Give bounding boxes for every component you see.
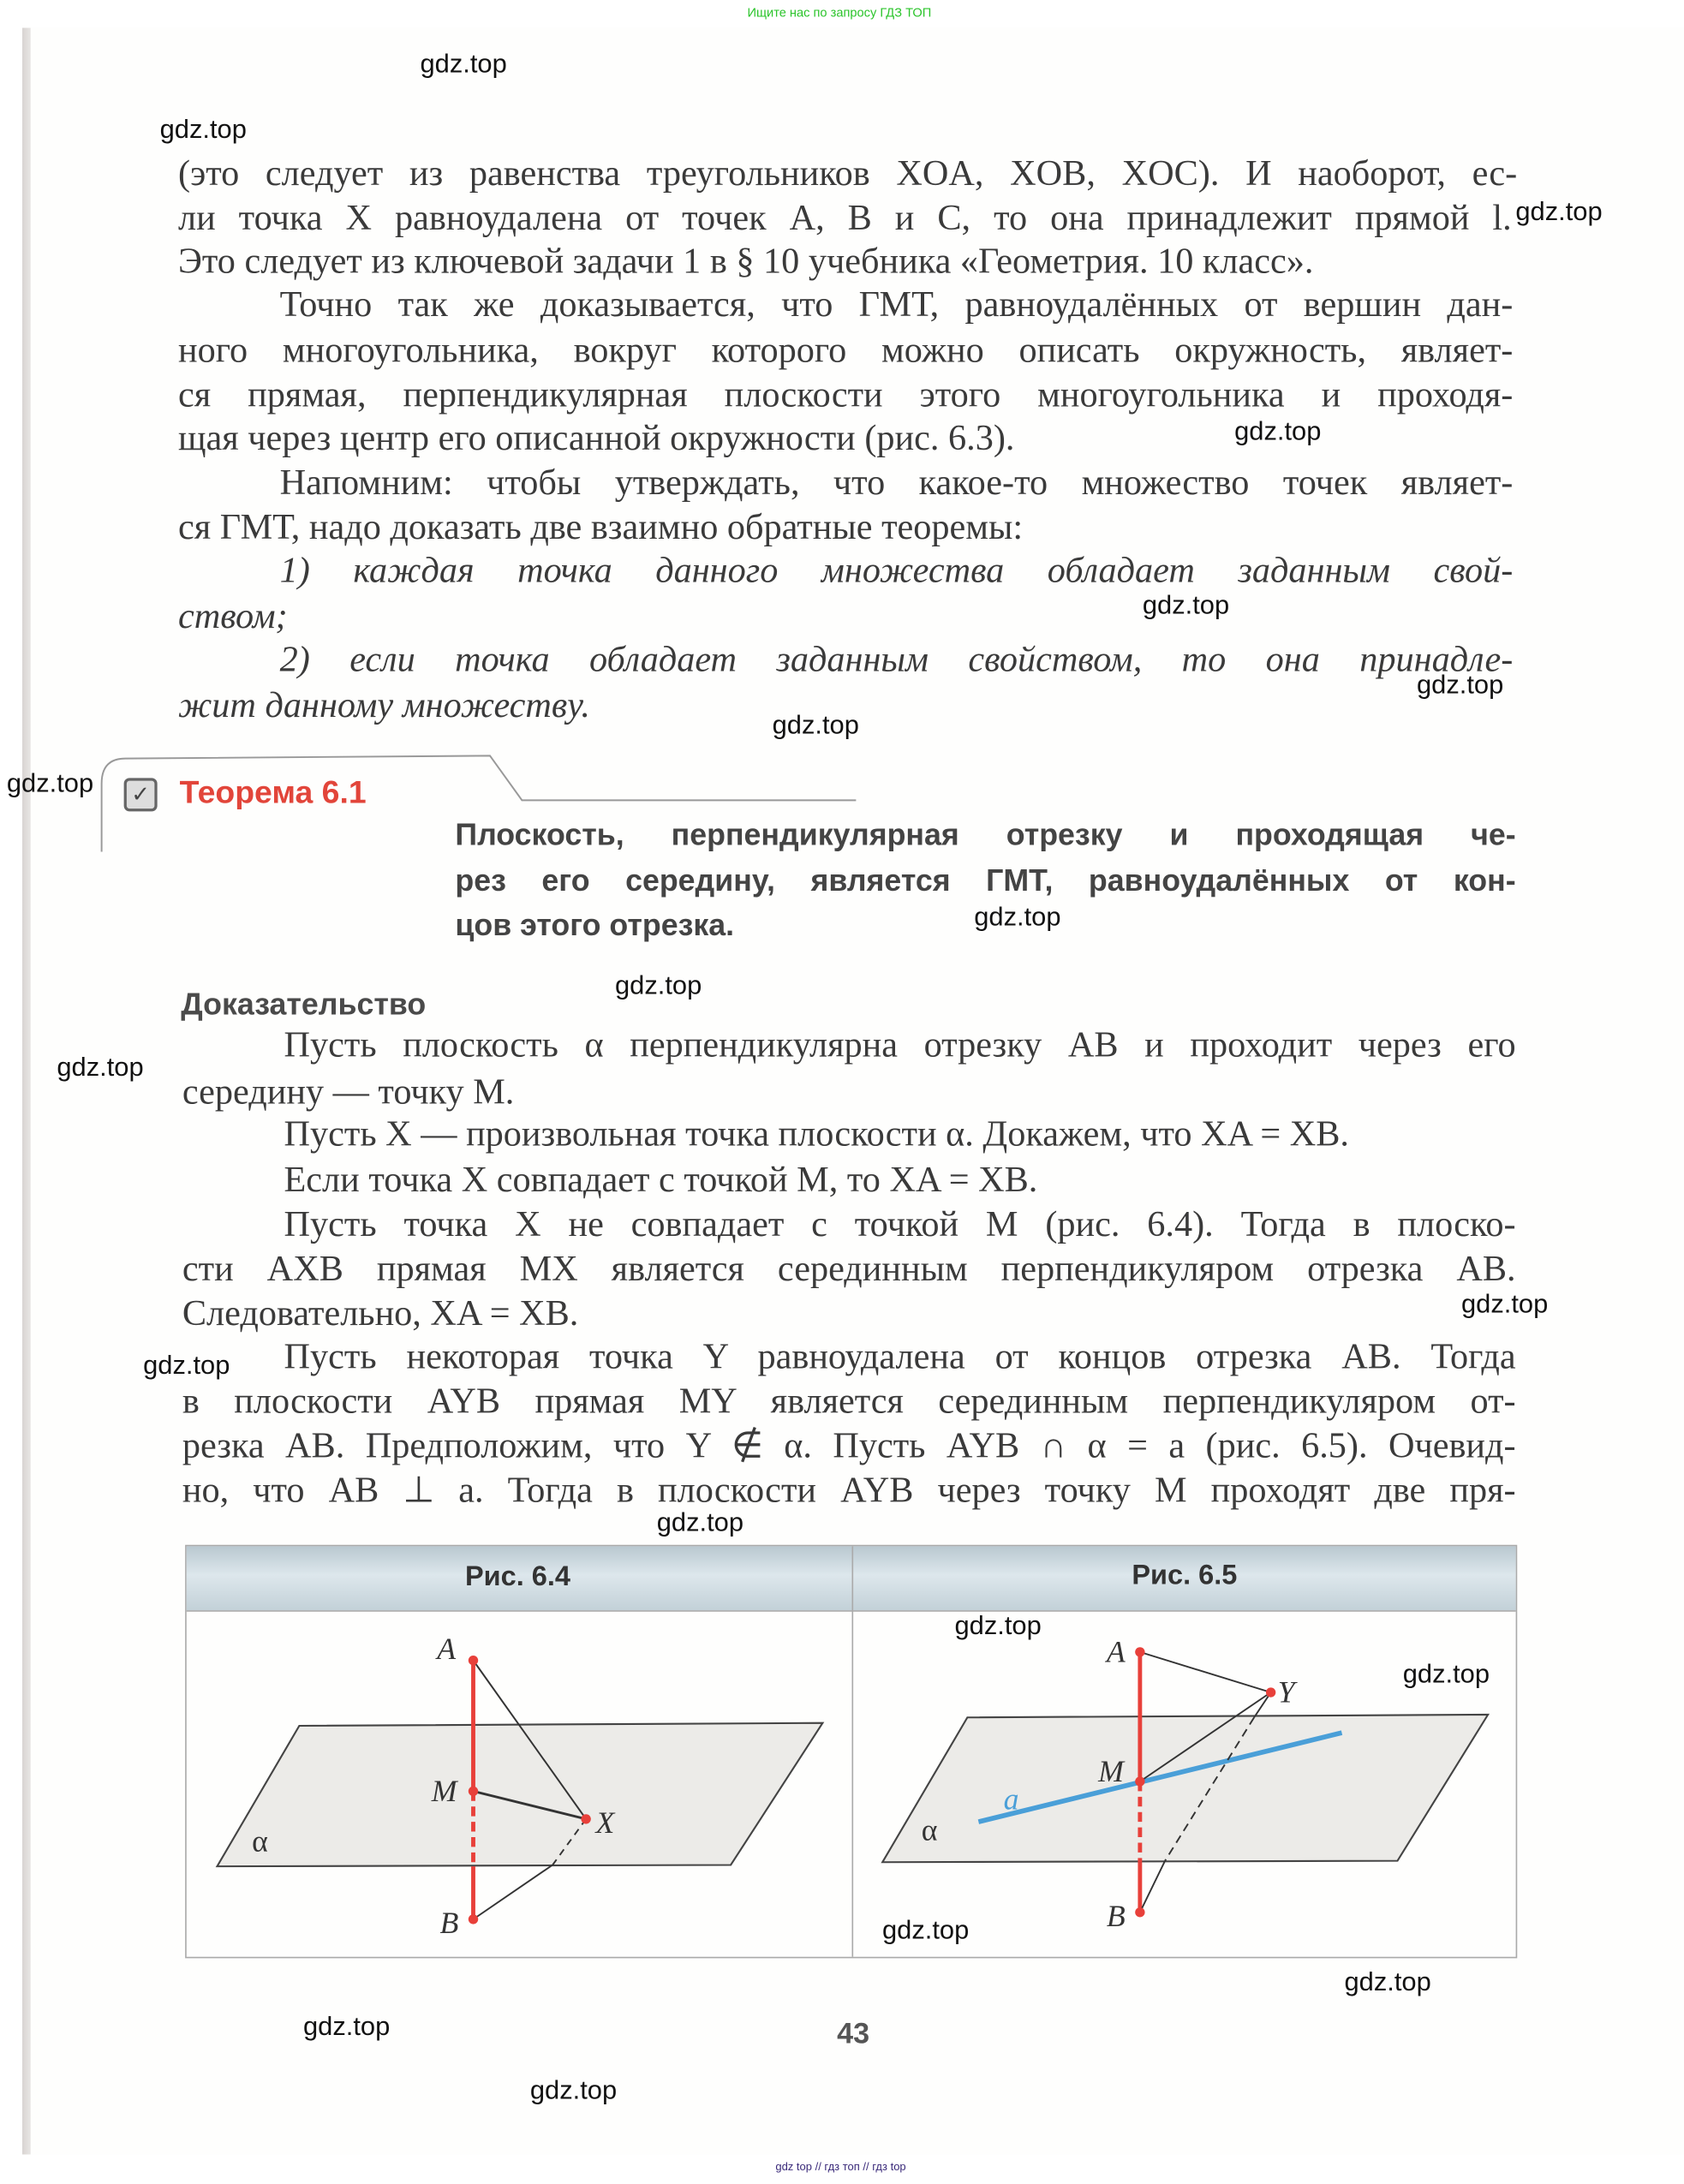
bottom-links[interactable]: gdz top // гдз топ // гдз top <box>775 2160 906 2174</box>
watermark: gdz.top <box>420 50 507 80</box>
theorem-line: Плоскость, перпендикулярная отрезку и проходящая че- <box>455 816 1516 852</box>
page-number: 43 <box>837 2018 870 2050</box>
label-B: B <box>439 1906 459 1941</box>
watermark: gdz.top <box>656 1508 744 1538</box>
watermark: gdz.top <box>159 115 247 145</box>
theorem-title: Теорема 6.1 <box>179 773 367 810</box>
text-line: резка AB. Предположим, что Y ∉ α. Пусть AYB ∩ α = a (рис. 6.5). Очевид- <box>182 1425 1516 1466</box>
label-alpha: α <box>921 1812 938 1847</box>
point-M <box>469 1787 478 1796</box>
watermark: gdz.top <box>1234 417 1322 447</box>
text-line: в плоскости AYB прямая MY является серединным перпендикуляром от- <box>182 1381 1516 1422</box>
point-B <box>469 1914 478 1924</box>
fig-6-5-caption: Рис. 6.5 <box>1132 1560 1238 1591</box>
point-B <box>1135 1907 1144 1917</box>
text-line: Точно так же доказывается, что ГМТ, равноудалённых от вершин дан- <box>279 283 1514 325</box>
watermark: gdz.top <box>1344 1967 1431 1997</box>
watermark: gdz.top <box>1416 671 1504 701</box>
text-line: середину — точку M. <box>182 1071 515 1113</box>
text-line: жит данному множеству. <box>178 684 590 725</box>
text-line: Это следует из ключевой задачи 1 в § 10 учебника «Геометрия. 10 класс». <box>178 241 1314 282</box>
text-line: ством; <box>178 595 288 636</box>
text-line: но, что AB ⊥ a. Тогда в плоскости AYB через точку M проходят две пря- <box>182 1470 1516 1511</box>
fig-6-4-caption: Рис. 6.4 <box>465 1561 570 1592</box>
label-a: a <box>1003 1781 1019 1817</box>
text-line: Пусть X — произвольная точка плоскости α. Докажем, что XA = XB. <box>284 1113 1349 1155</box>
text-line: ного многоугольника, вокруг которого можно описать окружность, являет- <box>178 330 1514 371</box>
top-banner[interactable]: Ищите нас по запросу ГДЗ ТОП <box>747 5 932 20</box>
watermark: gdz.top <box>143 1351 230 1381</box>
segment-YB <box>1140 1861 1165 1912</box>
label-X: X <box>595 1805 615 1841</box>
plane-alpha <box>218 1723 823 1866</box>
point-M <box>1135 1776 1144 1786</box>
point-Y <box>1266 1687 1275 1697</box>
watermark: gdz.top <box>529 2076 618 2106</box>
watermark: gdz.top <box>57 1053 144 1083</box>
text-line: Пусть плоскость α перпендикулярна отрезку AB и проходит через его <box>284 1024 1516 1065</box>
label-alpha: α <box>252 1823 268 1859</box>
text-line: Если точка X совпадает с точкой M, то XA = XB. <box>284 1159 1038 1200</box>
watermark: gdz.top <box>881 1916 970 1946</box>
theorem-line: цов этого отрезка. <box>455 907 735 943</box>
watermark: gdz.top <box>1402 1660 1490 1690</box>
label-Y: Y <box>1277 1674 1295 1710</box>
label-A: A <box>437 1632 457 1666</box>
watermark: gdz.top <box>302 2012 391 2042</box>
theorem-check-icon: ✓ <box>124 778 158 811</box>
theorem-line: рез его середину, является ГМТ, равноудалённых от кон- <box>455 862 1516 898</box>
text-line: ся прямая, перпендикулярная плоскости этого многоугольника и проходя- <box>178 374 1514 415</box>
text-line: Следовательно, XA = XB. <box>182 1292 579 1334</box>
proof-heading: Доказательство <box>181 987 427 1022</box>
point-X <box>581 1814 590 1823</box>
text-line: Пусть точка X не совпадает с точкой M (рис. 6.4). Тогда в плоско- <box>284 1203 1516 1244</box>
text-line: 2) если точка обладает заданным свойством, то она принадле- <box>279 638 1514 679</box>
text-line: сти AXB прямая MX является серединным перпендикуляром отрезка AB. <box>182 1248 1516 1289</box>
label-B: B <box>1106 1899 1126 1933</box>
point-A <box>469 1656 478 1665</box>
plane-alpha <box>882 1715 1488 1862</box>
text-line: щая через центр его описанной окружности (рис. 6.3). <box>178 417 1015 458</box>
segment-AY <box>1140 1652 1271 1692</box>
label-M: M <box>1098 1754 1124 1788</box>
text-line: (это следует из равенства треугольников XOA, XOB, XOC). И наоборот, ес- <box>178 152 1518 194</box>
fig-6-4 <box>218 1632 823 1940</box>
text-line: ся ГМТ, надо доказать две взаимно обратные теоремы: <box>178 506 1024 547</box>
fig-6-5 <box>882 1634 1488 1933</box>
text-line: 1) каждая точка данного множества обладает заданным свой- <box>279 549 1514 590</box>
watermark: gdz.top <box>1515 197 1603 227</box>
watermark: gdz.top <box>1142 591 1230 621</box>
watermark: gdz.top <box>614 971 702 1001</box>
segment-XB <box>474 1865 553 1919</box>
watermark: gdz.top <box>1460 1290 1549 1320</box>
watermark: gdz.top <box>6 769 94 799</box>
watermark: gdz.top <box>974 903 1061 933</box>
watermark: gdz.top <box>954 1611 1042 1641</box>
text-line: Напомним: чтобы утверждать, что какое-то множество точек являет- <box>279 462 1514 503</box>
text-line: ли точка X равноудалена от точек A, B и C, то она принадлежит прямой l. <box>178 197 1512 238</box>
watermark: gdz.top <box>772 711 859 741</box>
text-line: Пусть некоторая точка Y равноудалена от концов отрезка AB. Тогда <box>284 1336 1516 1377</box>
label-M: M <box>431 1773 457 1808</box>
label-A: A <box>1106 1634 1126 1669</box>
point-A <box>1135 1647 1144 1656</box>
